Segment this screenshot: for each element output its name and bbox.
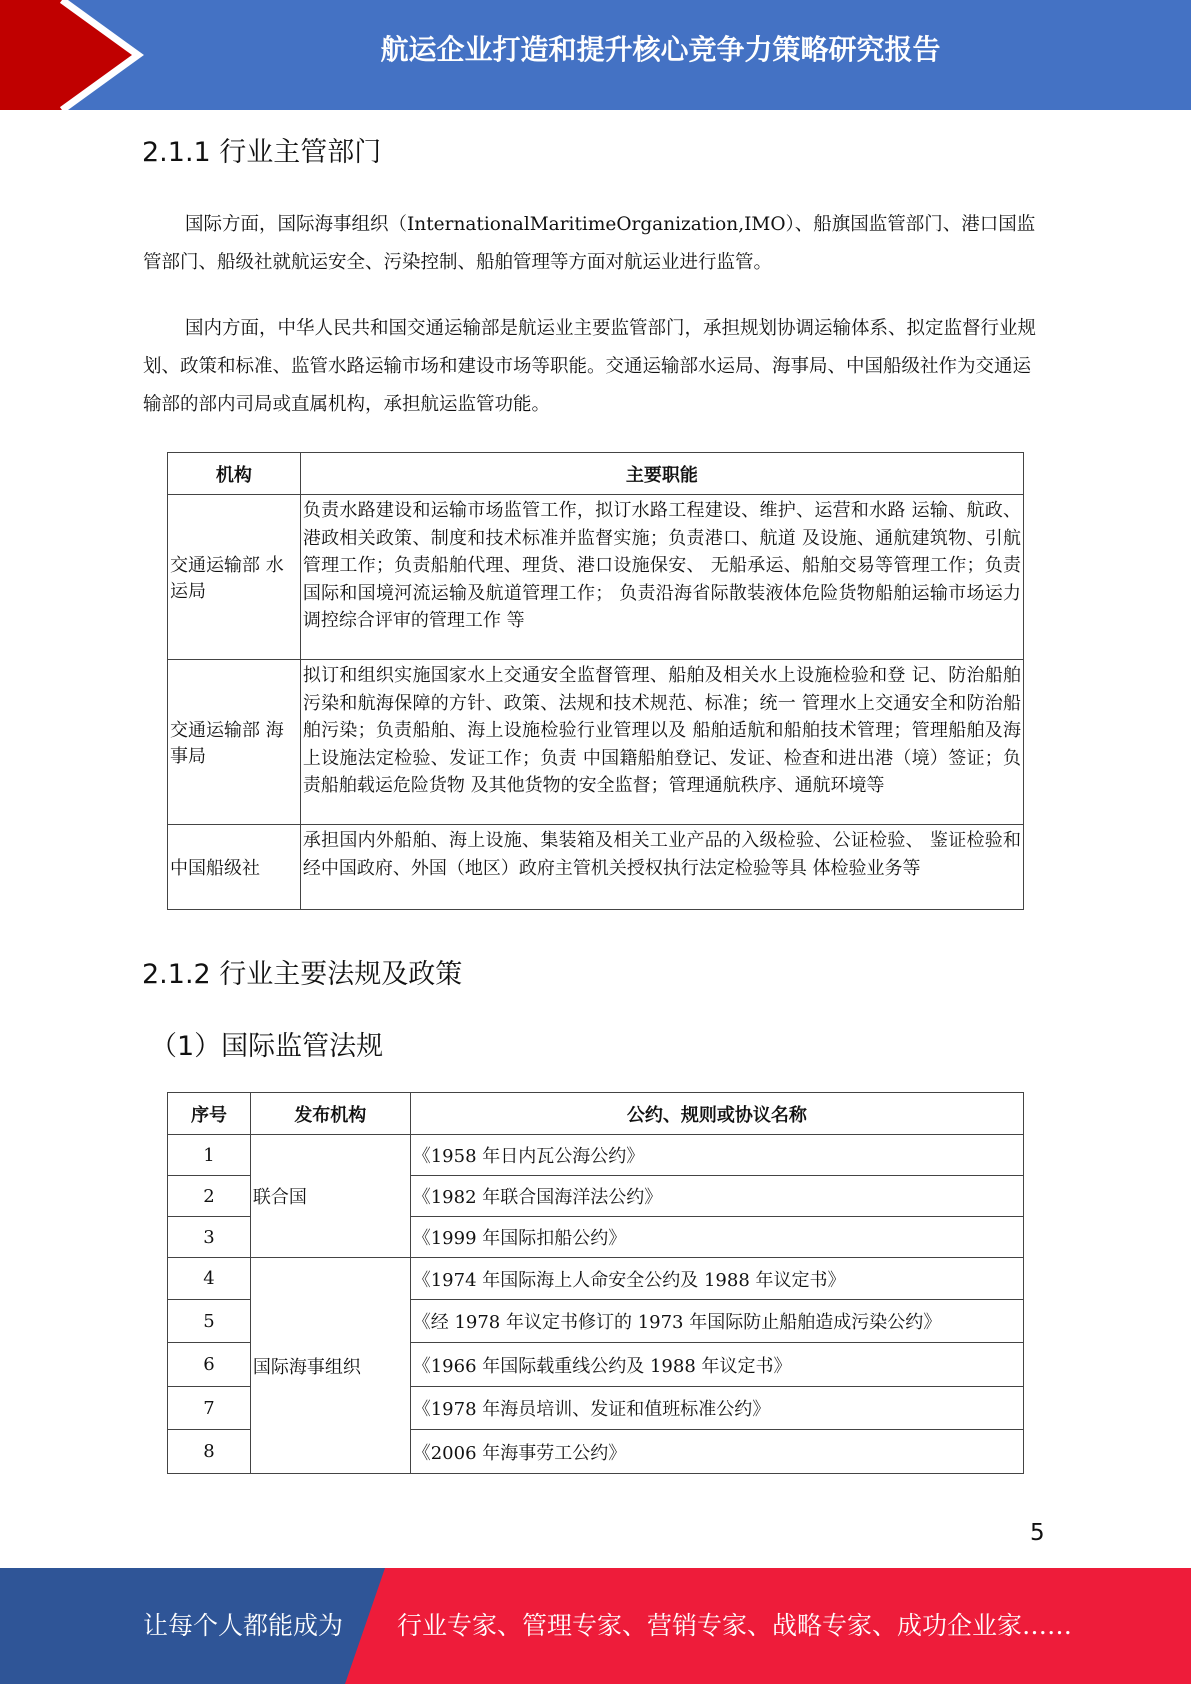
publisher-cell-imo: 国际海事组织: [250, 1258, 410, 1474]
row-number: 7: [168, 1387, 251, 1430]
table-row: [168, 1258, 1024, 1300]
duty-cell: 拟订和组织实施国家水上交通安全监督管理、船舶及相关水上设施检验和登 记、防治船舶污染和航海保障的方针、政策、法规和技术规范、标准；统一 管理水上交通安全和防治船舶污染；负责船舶、海上设施检验行业管理以及 船舶适航和船舶技术管理；管理船舶及海上设施法定检验、发证工作；负责 中国籍船舶登记、发证、检查和进出港（境）签证；负责船舶载运危险货物 及其他货物的安全监督；管理通航秩序、通航环境等: [300, 660, 1023, 825]
convention-name: 《1966 年国际载重线公约及 1988 年议定书》: [410, 1343, 1023, 1387]
table-row: [168, 660, 1024, 825]
row-number: 6: [168, 1343, 251, 1387]
row-number: 4: [168, 1258, 251, 1300]
column-header-convention: 公约、规则或协议名称: [410, 1093, 1023, 1135]
column-header-duty: 主要职能: [300, 453, 1023, 495]
convention-name: 《1974 年国际海上人命安全公约及 1988 年议定书》: [410, 1258, 1023, 1300]
header-title: 航运企业打造和提升核心竞争力策略研究报告: [380, 33, 941, 66]
row-number: 5: [168, 1300, 251, 1343]
footer-slogan-right: 行业专家、管理专家、营销专家、战略专家、成功企业家……: [397, 1611, 1073, 1640]
table-row: [168, 495, 1024, 660]
convention-name: 《经 1978 年议定书修订的 1973 年国际防止船舶造成污染公约》: [410, 1300, 1023, 1343]
publisher-cell-un: 联合国: [250, 1135, 410, 1258]
row-number: 3: [168, 1217, 251, 1258]
table-row: [168, 825, 1024, 910]
convention-name: 《1978 年海员培训、发证和值班标准公约》: [410, 1387, 1023, 1430]
duty-cell: 负责水路建设和运输市场监管工作，拟订水路工程建设、维护、运营和水路 运输、航政、港政相关政策、制度和技术标准并监督实施；负责港口、航道 及设施、通航建筑物、引航管理工作；负责船舶代理、理货、港口设施保安、 无船承运、船舶交易等管理工作；负责国际和国境河流运输及航道管理工作； 负责沿海省际散装液体危险货物船舶运输市场运力调控综合评审的管理工作 等: [300, 495, 1023, 660]
section-heading-2-1-2: 2.1.2 行业主要法规及政策: [142, 959, 463, 990]
page-header: [0, 0, 1191, 110]
convention-name: 《1982 年联合国海洋法公约》: [410, 1176, 1023, 1217]
duty-cell: 承担国内外船舶、海上设施、集装箱及相关工业产品的入级检验、公证检验、 鉴证检验和经中国政府、外国（地区）政府主管机关授权执行法定检验等具 体检验业务等: [300, 825, 1023, 910]
org-cell: 交通运输部 海事局: [168, 660, 301, 825]
regulations-table: [167, 1092, 1024, 1474]
footer-slogan-left: 让每个人都能成为: [143, 1611, 344, 1640]
regulator-table: [167, 452, 1024, 910]
row-number: 1: [168, 1135, 251, 1176]
row-number: 8: [168, 1430, 251, 1474]
table-header-row: [168, 453, 1024, 495]
org-cell: 中国船级社: [168, 825, 301, 910]
page-footer: [0, 1568, 1191, 1684]
table-row: [168, 1135, 1024, 1176]
convention-name: 《2006 年海事劳工公约》: [410, 1430, 1023, 1474]
convention-name: 《1958 年日内瓦公海公约》: [410, 1135, 1023, 1176]
subheading-international-regulations: （1）国际监管法规: [150, 1031, 384, 1062]
paragraph-domestic: 国内方面，中华人民共和国交通运输部是航运业主要监管部门，承担规划协调运输体系、拟定监督行业规划、政策和标准、监管水路运输市场和建设市场等职能。交通运输部水运局、海事局、中国船级社作为交通运输部的部内司局或直属机构，承担航运监管功能。: [143, 318, 1037, 415]
row-number: 2: [168, 1176, 251, 1217]
paragraph-international: 国际方面，国际海事组织（InternationalMaritimeOrganization,IMO）、船旗国监管部门、港口国监管部门、船级社就航运安全、污染控制、船舶管理等方面对航运业进行监管。: [143, 214, 1036, 273]
column-header-publisher: 发布机构: [250, 1093, 410, 1135]
column-header-org: 机构: [168, 453, 301, 495]
page-number: 5: [1030, 1520, 1045, 1546]
column-header-no: 序号: [168, 1093, 251, 1135]
table-header-row: [168, 1093, 1024, 1135]
org-cell: 交通运输部 水运局: [168, 495, 301, 660]
section-heading-2-1-1: 2.1.1 行业主管部门: [142, 137, 382, 168]
convention-name: 《1999 年国际扣船公约》: [410, 1217, 1023, 1258]
